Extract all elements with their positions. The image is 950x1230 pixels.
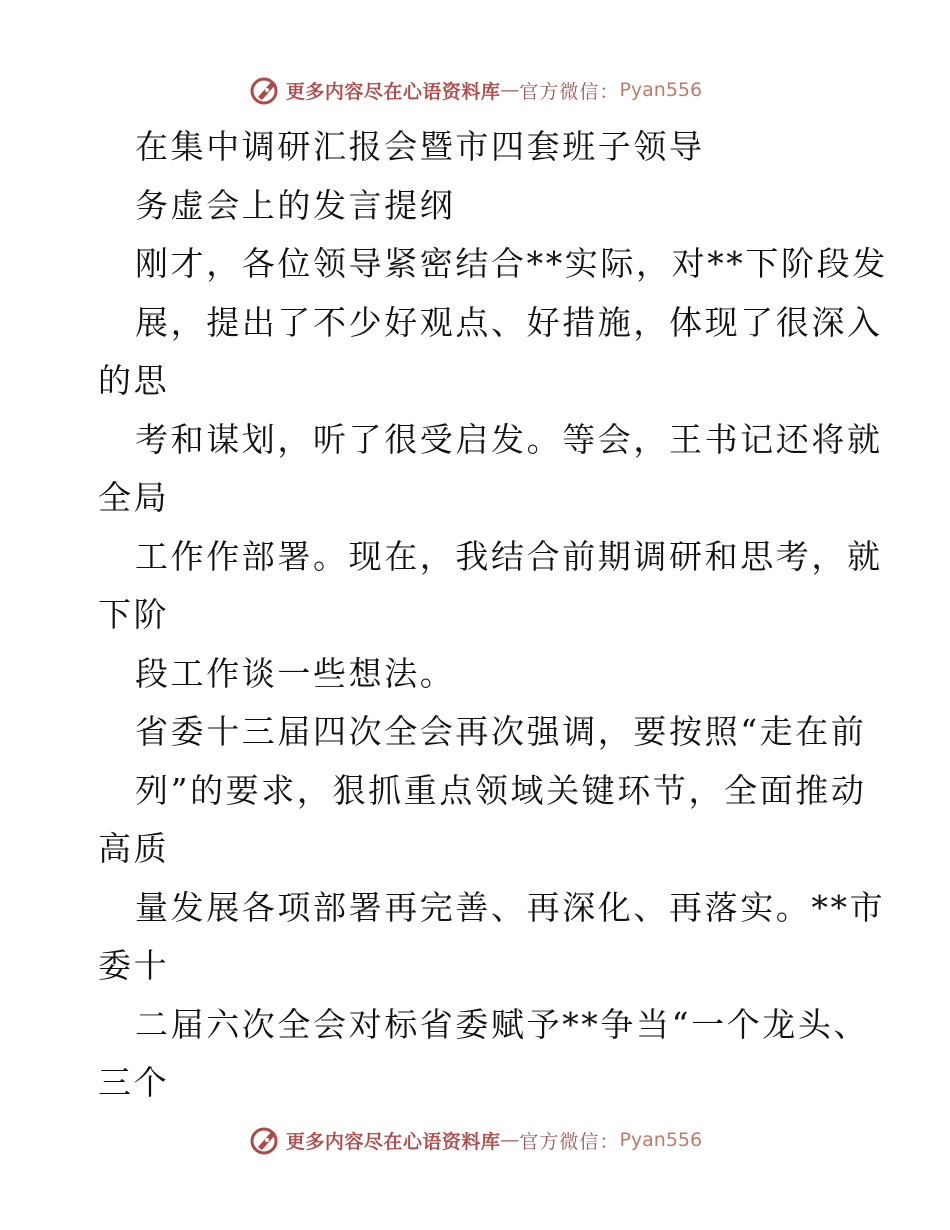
watermark-separator: —: [500, 1129, 520, 1151]
text-line: 全局: [98, 478, 170, 517]
watermark-wechat-id: Pyan556: [619, 1129, 703, 1151]
text-line: 的思: [98, 361, 170, 400]
watermark-tail: 官方微信：: [519, 80, 620, 103]
pen-nib-circle-icon: [248, 1123, 282, 1157]
text-line: 工作作部署。现在，我结合前期调研和思考，就: [135, 536, 883, 576]
document-title-line: 在集中调研汇报会暨市四套班子领导: [135, 127, 705, 166]
watermark-tail: 官方微信：: [519, 1130, 620, 1153]
text-line: 二届六次全会对标省委赋予**争当“一个龙头、: [135, 1004, 870, 1044]
text-line: 下阶: [98, 595, 170, 634]
pen-nib-circle-icon: [248, 73, 282, 107]
watermark-banner-bottom: [0, 1118, 950, 1162]
watermark-banner-top: [0, 68, 950, 112]
text-line: 高质: [98, 829, 170, 868]
document-title-line: 务虚会上的发言提纲: [135, 185, 456, 225]
watermark-wechat-id: Pyan556: [619, 79, 703, 101]
text-line: 段工作谈一些想法。: [135, 653, 456, 693]
watermark-lead: 更多内容尽在心语资料库: [285, 1130, 501, 1153]
text-line: 三个: [98, 1063, 170, 1102]
text-line: 省委十三届四次全会再次强调，要按照“走在前: [135, 712, 867, 751]
text-line: 展，提出了不少好观点、好措施，体现了很深入: [135, 302, 883, 342]
text-line: 考和谋划，听了很受启发。等会，王书记还将就: [135, 419, 883, 459]
watermark-lead: 更多内容尽在心语资料库: [285, 80, 501, 103]
document-body: [98, 118, 888, 1113]
text-line: 委十: [98, 946, 170, 985]
text-line: 列”的要求，狠抓重点领域关键环节，全面推动: [135, 770, 867, 810]
watermark-separator: —: [500, 79, 520, 101]
text-line: 量发展各项部署再完善、再深化、再落实。**市: [135, 887, 886, 927]
text-line: 刚才，各位领导紧密结合**实际，对**下阶段发: [135, 244, 888, 283]
